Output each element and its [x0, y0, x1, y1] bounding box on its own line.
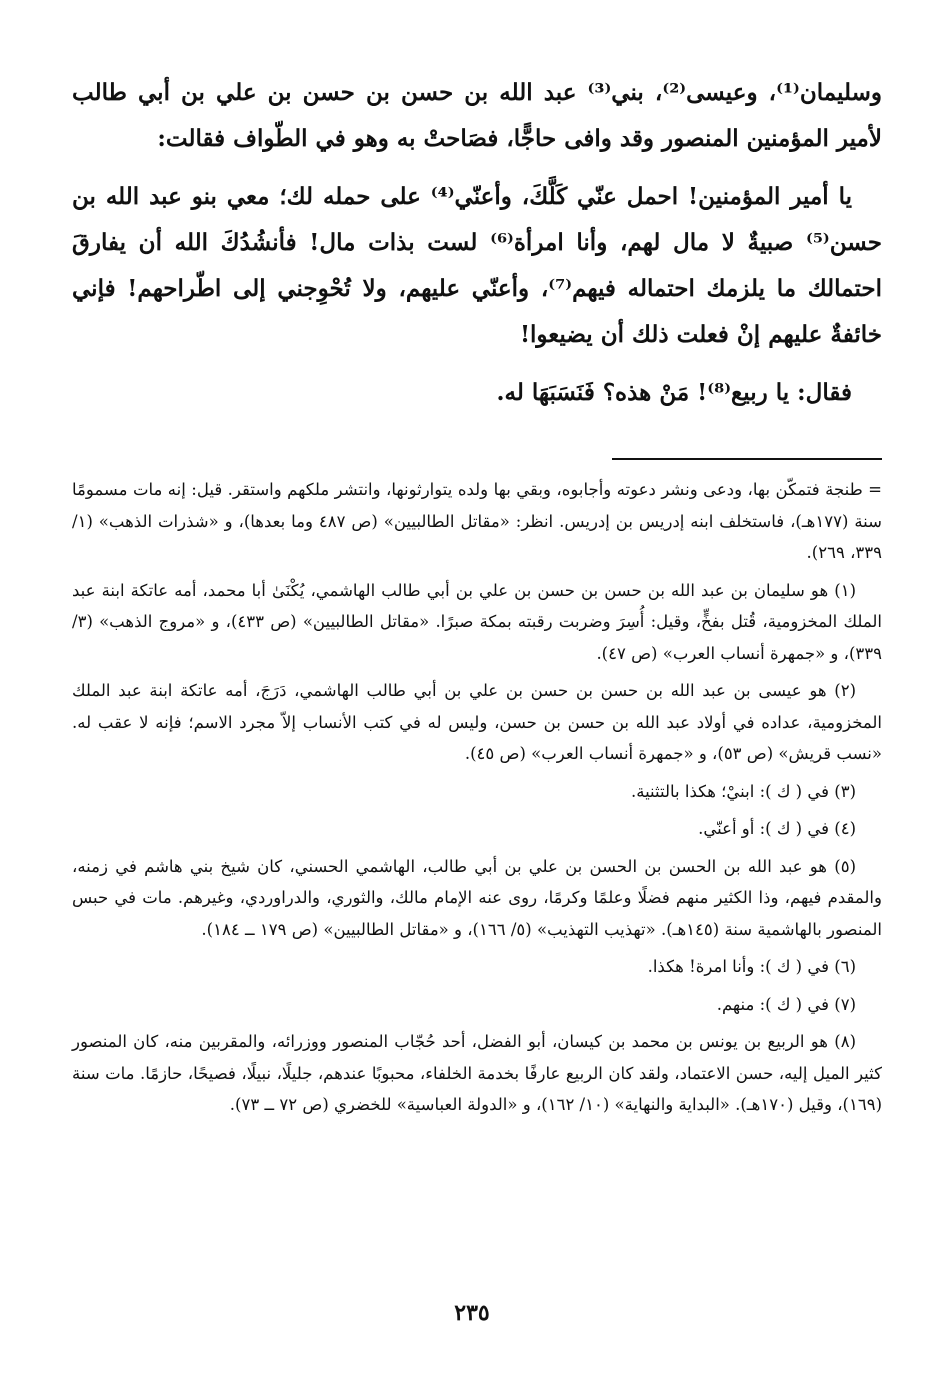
footnote: (٢) هو عيسى بن عبد الله بن حسن بن حسن بن علي بن أبي طالب الهاشمي، دَرَجَ، أمه عاتكة ابنة عبد الملك المخزومية، عداده في أولاد عبد الله بن حسن بن حسن، وليس له في كتب الأنساب إلاّ مجرد الاسم؛ فإنه لا عقب له. «نسب قريش» (ص ٥٣)، و «جمهرة أنساب العرب» (ص ٤٥). [72, 681, 882, 763]
footnote: (٧) في ( ك ): منهم. [716, 994, 856, 1014]
main-text [72, 70, 882, 416]
footnotes [72, 474, 882, 1127]
page-number: ٢٣٥ [454, 1300, 490, 1326]
footnote-continuation: = طنجة فتمكّن بها، ودعى ونشر دعوته وأجابوه، وبقي بها ولده يتوارثونها، وانتشر ملكهم واستقر. قيل: إنه مات مسمومًا سنة (١٧٧هـ)، فاستخلف ابنه إدريس بن إدريس. انظر: «مقاتل الطالبيين» (ص ٤٨٧ وما بعدها)، و «شذرات الذهب» (١/ ٣٣٩، ٢٦٩). [72, 480, 882, 562]
footnote: (٤) في ( ك ): أو أعنّي. [698, 819, 856, 838]
footnote-separator [612, 458, 882, 460]
footnote: (٣) في ( ك ): ابنيْ؛ هكذا بالتثنية. [630, 781, 856, 801]
main-paragraph: وسليمان⁽¹⁾، وعيسى⁽²⁾، بني⁽³⁾ عبد الله بن حسن بن حسن بن علي بن أبي طالب لأمير المؤمنين المنصور وقد وافى حاجًّا، فصَاحتْ به وهو في الطّواف فقالت: [72, 79, 882, 152]
footnote: (١) هو سليمان بن عبد الله بن حسن بن حسن بن علي بن أبي طالب الهاشمي، يُكْنَىٰ أبا محمد، أمه عاتكة ابنة عبد الملك المخزومية، قُتل بفخٍّ، وقيل: أُسِرَ وضربت رقبته بمكة صبرًا. «مقاتل الطالبيين» (ص ٤٣٣)، و «مروج الذهب» (٣/ ٣٣٩)، و «جمهرة أنساب العرب» (ص ٤٧). [72, 580, 882, 663]
page [72, 70, 882, 1114]
footnote: (٥) هو عبد الله بن الحسن بن الحسن بن علي بن أبي طالب، الهاشمي الحسني، كان شيخ بني هاشم في زمنه، والمقدم فيهم، وذا الكثير منهم فضلًا وعلمًا وكرمًا، روى عنه الإمام مالك، والثوري، والدراوردي، وغيرهم. مات في حبس المنصور بالهاشمية سنة (١٤٥هـ). «تهذيب التهذيب» (٥/ ١٦٦)، و «مقاتل الطالبيين» (ص ١٧٩ ــ ١٨٤). [72, 856, 882, 939]
footnote: (٦) في ( ك ): وأنا امرة! هكذا. [647, 957, 856, 976]
footnote: (٨) هو الربيع بن يونس بن محمد بن كيسان، أبو الفضل، أحد حُجّاب المنصور ووزرائه، والمقربين منه، كان المنصور كثير الميل إليه، حسن الاعتماد، ولقد كان الربيع عارفًا بخدمة الخلفاء، محبوبًا عندهم، جليلًا، نبيلًا، فصيحًا، حازمًا. مات سنة (١٦٩)، وقيل (١٧٠هـ). «البداية والنهاية» (١٠/ ١٦٢)، و «الدولة العباسية» للخضري (ص ٧٢ ــ ٧٣). [72, 1032, 882, 1114]
main-paragraph: فقال: يا ربيع⁽⁸⁾! مَنْ هذه؟ فَنَسَبَهَا له. [496, 379, 852, 406]
main-paragraph: يا أمير المؤمنين! احمل عنّي كَلَّكَ، وأعنّي⁽⁴⁾ على حمله لك؛ معي بنو عبد الله بن حسن⁽⁵⁾ صبيةٌ لا مال لهم، وأنا امرأة⁽⁶⁾ لست بذات مال! فأنشُدُكَ الله أن يفارقَ احتمالك ما يلزمك احتماله فيهم⁽⁷⁾، وأعنّي عليهم، ولا تُحْوِجني إلى اطّراحهم! فإني خائفةٌ عليهم إنْ فعلت ذلك أن يضيعوا! [72, 183, 882, 348]
